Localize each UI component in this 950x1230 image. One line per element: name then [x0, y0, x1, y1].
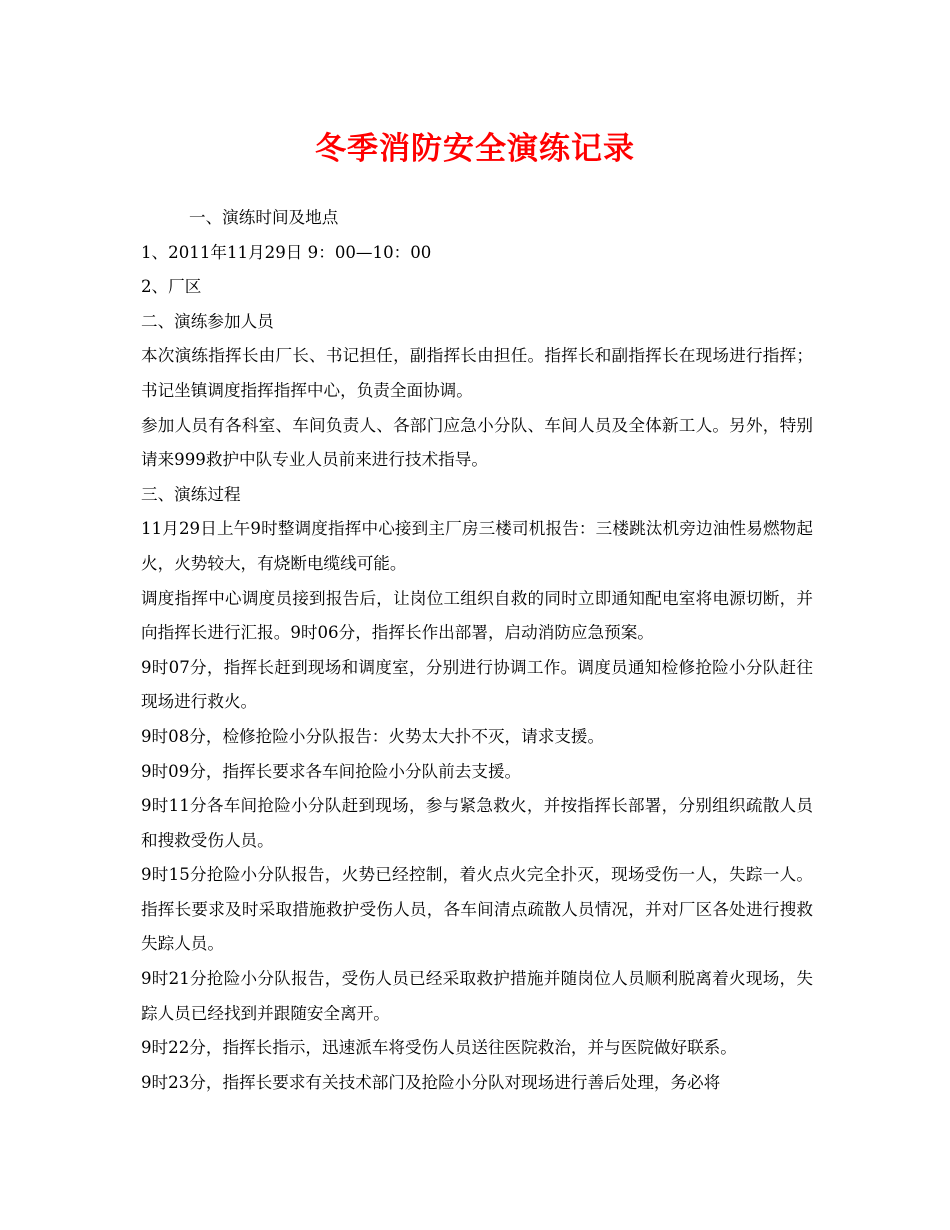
section-heading-participants: 二、演练参加人员	[141, 311, 274, 331]
paragraph-location: 2、厂区	[141, 277, 202, 297]
paragraph-date-time: 1、2011年11月29日 9：00—10：00	[141, 242, 432, 262]
paragraph-dispatch-response: 调度指挥中心调度员接到报告后，让岗位工组织自救的同时立即通知配电室将电源切断，并向指挥长进行汇报。9时06分，指挥长作出部署，启动消防应急预案。	[141, 588, 813, 643]
paragraph-0911: 9时11分各车间抢险小分队赶到现场，参与紧急救火，并按指挥长部署，分别组织疏散人员和搜救受伤人员。	[141, 796, 813, 850]
paragraph-0908: 9时08分，检修抢险小分队报告：火势太大扑不灭，请求支援。	[141, 726, 605, 746]
paragraph-0921: 9时21分抢险小分队报告，受伤人员已经采取救护措施并随岗位人员顺利脱离着火现场，失踪人员已经找到并跟随安全离开。	[141, 969, 813, 1023]
paragraph-0923: 9时23分，指挥长要求有关技术部门及抢险小分队对现场进行善后处理，务必将	[141, 1072, 721, 1092]
document-body	[141, 201, 813, 1100]
paragraph-0907: 9时07分，指挥长赶到现场和调度室，分别进行协调工作。调度员通知检修抢险小分队赶往现场进行救火。	[141, 657, 813, 712]
section-heading-time-place: 一、演练时间及地点	[189, 208, 339, 227]
paragraph-command-structure: 本次演练指挥长由厂长、书记担任，副指挥长由担任。指挥长和副指挥长在现场进行指挥；书记坐镇调度指挥指挥中心，负责全面协调。	[141, 346, 813, 400]
paragraph-0922: 9时22分，指挥长指示，迅速派车将受伤人员送往医院救治，并与医院做好联系。	[141, 1038, 737, 1058]
paragraph-0909: 9时09分，指挥长要求各车间抢险小分队前去支援。	[141, 761, 522, 781]
paragraph-participants: 参加人员有各科室、车间负责人、各部门应急小分队、车间人员及全体新工人。另外，特别请来999救护中队专业人员前来进行技术指导。	[141, 415, 813, 470]
section-heading-process: 三、演练过程	[141, 484, 241, 504]
paragraph-fire-report: 11月29日上午9时整调度指挥中心接到主厂房三楼司机报告：三楼跳汰机旁边油性易燃物起火，火势较大，有烧断电缆线可能。	[141, 519, 813, 573]
document-title: 冬季消防安全演练记录	[315, 131, 635, 167]
paragraph-0915: 9时15分抢险小分队报告，火势已经控制，着火点火完全扑灭，现场受伤一人，失踪一人。指挥长要求及时采取措施救护受伤人员，各车间清点疏散人员情况，并对厂区各处进行搜救失踪人员。	[141, 865, 813, 954]
